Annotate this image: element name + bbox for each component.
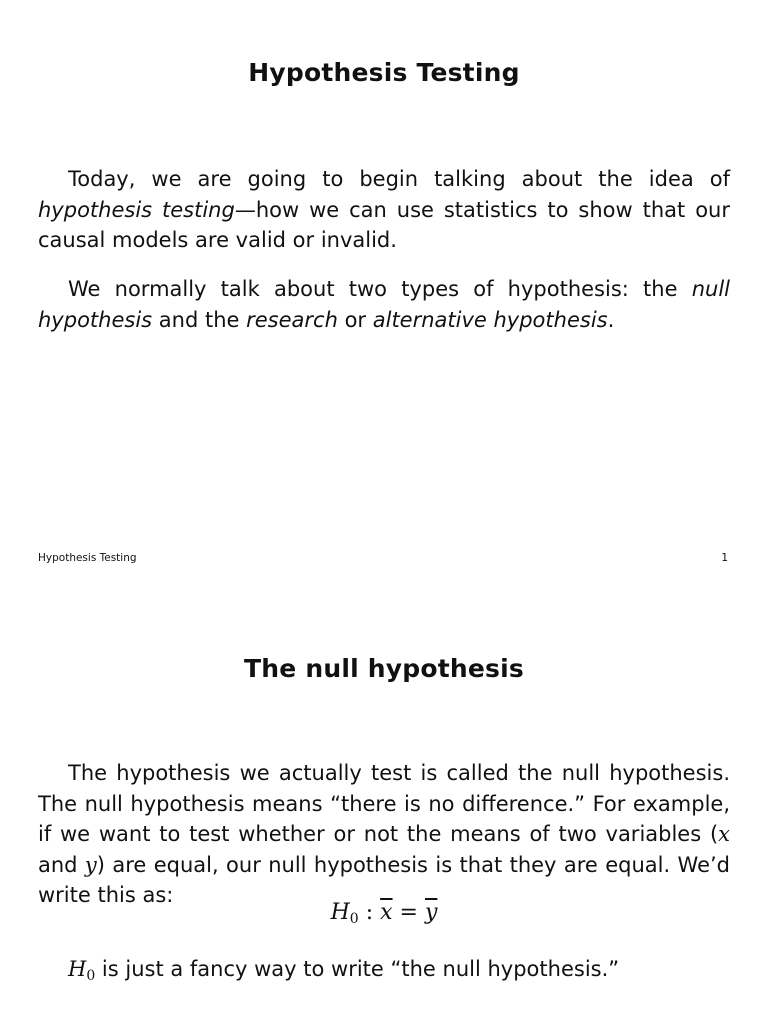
text-run: The hypothesis we actually test is called the null hypothesis. The null hypothesis means “there is no difference.” For example, if we want to test whether or not the means of two variables (: [38, 761, 730, 846]
text-run: Today, we are going to begin talking about the idea of: [68, 167, 730, 191]
math-colon: :: [358, 900, 381, 925]
null-hypothesis-paragraph: [38, 758, 730, 911]
text-run: or: [337, 307, 373, 332]
null-hypothesis-equation: [0, 900, 768, 925]
footer-label: Hypothesis Testing: [38, 552, 137, 564]
text-run: .: [607, 307, 615, 332]
slide-title: The null hypothesis: [244, 654, 524, 683]
text-run: We normally talk about two types of hypothesis: the: [68, 277, 692, 301]
math-h: H: [68, 957, 87, 981]
page-number: 1: [721, 552, 728, 564]
math-x-bar: $\overline{x}$: [380, 900, 393, 925]
emphasis-research: research: [246, 307, 338, 332]
math-var-x: x: [718, 822, 730, 846]
math-h: H: [330, 900, 350, 925]
math-subscript: 0: [86, 968, 96, 984]
text-run: is just a fancy way to write “the null hypothesis.”: [95, 957, 620, 981]
slide-2: [0, 578, 768, 1024]
emphasis-null-hypothesis: null hypothesis: [38, 277, 730, 332]
text-run: and: [38, 852, 85, 877]
hypothesis-types-paragraph: [38, 274, 730, 335]
intro-paragraph: [38, 164, 730, 256]
math-y-bar: $\overline{y}$: [424, 900, 438, 925]
math-equals: =: [392, 900, 425, 925]
slide-title: Hypothesis Testing: [248, 58, 520, 87]
h0-explanation-paragraph: [38, 954, 730, 985]
text-run: —how we can use statistics to show that our causal models are valid or invalid.: [38, 197, 730, 252]
math-subscript: 0: [349, 911, 359, 927]
emphasis-alternative-hypothesis: alternative hypothesis: [372, 307, 608, 332]
math-var-y: y: [84, 852, 97, 877]
emphasis-hypothesis-testing: hypothesis testing: [38, 197, 235, 222]
text-run: and the: [152, 307, 247, 332]
text-run: ) are equal, our null hypothesis is that they are equal. We’d write this as:: [38, 852, 730, 907]
